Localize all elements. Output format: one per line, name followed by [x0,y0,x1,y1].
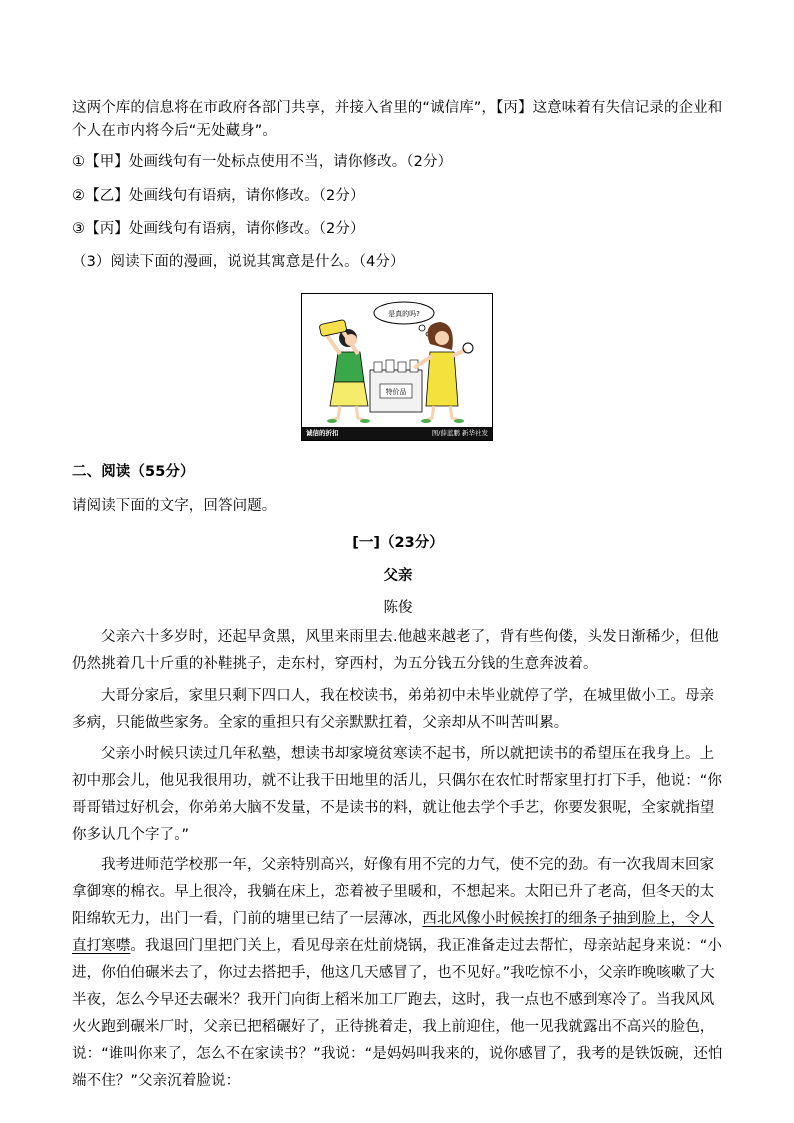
bubble-text: 是真的吗? [388,310,420,318]
cartoon-image [301,293,493,441]
article-author: 陈俊 [383,600,413,616]
sale-label: 特价品 [385,388,407,396]
article-paragraph-3: 父亲小时候只读过几年私塾，想读书却家境贫寒读不起书，所以就把读书的希望压在我身上。上初中那会儿，他见我很用功，就不让我干田地里的活儿，只偶尔在农忙时帮家里打打下手，他说：“你哥哥错过好机会，你弟弟大脑不发量，不是读书的料，就让他去学个手艺，你要发狠呢，全家就指望你多认几个字了。” [72,746,723,843]
passage-line: 这两个库的信息将在市政府各部门共享，并接入省里的“诚信库”，【丙】这意味着有失信记录的企业和 [72,100,723,116]
instruction-text: 请阅读下面的文字，回答问题。 [72,498,277,514]
question-1: ①【甲】处画线句有一处标点使用不当，请你修改。（2分） [72,154,453,170]
article-paragraph-1: 父亲六十多岁时，还起早贪黑，风里来雨里去.他越来越老了，背有些佝偻，头发日渐稀少，但他仍然挑着几十斤重的补鞋挑子，走东村，穿西村，为五分钱五分钱的生意奔波着。 [72,629,719,672]
article-paragraph-4 [72,852,724,1095]
paragraph-4-start: 我考进师范学校那一年，父亲特别高兴，好像有用不完的力气，使不完的劲。有一次我周末回家拿御寒的棉衣。早上很冷，我躺在床上，恋着被子里暖和，不想起来。太阳已升了老高，但冬天的太阳绵软无力，出门一看，门前的塘里已结了一层薄冰， [72,857,715,927]
underlined-sentence: 西北风像小时候挨打的细条子抽到脸上，令人直打寒噤 [72,911,715,954]
paragraph-4-rest: 。我退回门里把门关上，看见母亲在灶前烧锅，我正准备走过去帮忙，母亲站起身来说：“小进，你伯伯碾米去了，你过去搭把手，他这几天感冒了，也不见好。”我吃惊不小，父亲昨晚咳嗽了大半夜，怎么今早还去碾米？我开门向街上稻米加工厂跑去，这时，我一点也不感到寒冷了。当我风风火火跑到碾米厂时，父亲已把稻碾好了，正待挑着走，我上前迎住，他一见我就露出不高兴的脸色，说：“谁叫你来了，怎么不在家读书？”我说：“是妈妈叫我来的，说你感冒了，我考的是铁饭碗，还怕端不住？”父亲沉着脸说： [72,938,723,1089]
cartoon-drawing [302,294,491,427]
article-title: 父亲 [383,568,413,584]
cartoon-title: 诚信的折扣 [306,429,339,437]
question-4: （3）阅读下面的漫画，说说其寓意是什么。（4分） [72,254,405,270]
part-label: [一]（23分） [352,535,444,551]
cartoon-credit: 图/薛蓝鹏 新华社发 [431,429,488,437]
question-3: ③【丙】处画线句有语病，请你修改。（2分） [72,221,365,237]
section-heading: 二、阅读（55分） [72,464,195,480]
article-paragraph-2: 大哥分家后，家里只剩下四口人，我在校读书，弟弟初中未毕业就停了学，在城里做小工。母亲多病，只能做些家务。全家的重担只有父亲默默扛着，父亲却从不叫苦叫累。 [72,688,715,731]
passage-line: 个人在市内将今后“无处藏身”。 [72,123,278,139]
cartoon-caption-strip [302,427,492,440]
question-2: ②【乙】处画线句有语病，请你修改。（2分） [72,188,365,204]
